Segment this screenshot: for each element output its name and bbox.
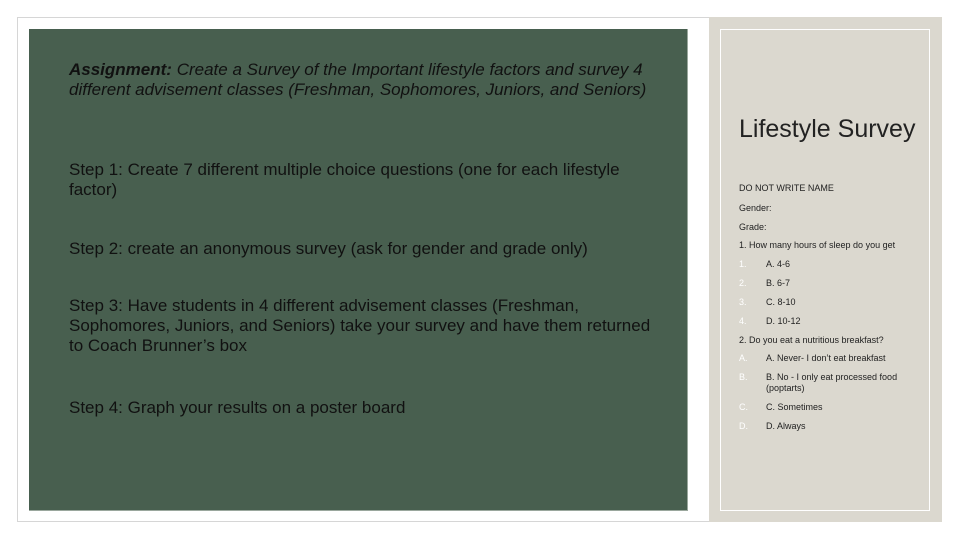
- q2-option-text: A. Never- I don’t eat breakfast: [766, 353, 886, 363]
- q2-option-marker: B.: [739, 372, 748, 382]
- no-name-instruction: DO NOT WRITE NAME: [739, 183, 834, 193]
- survey-title: Lifestyle Survey: [739, 115, 916, 143]
- q1-option-text: D. 10-12: [766, 316, 801, 326]
- gender-field-label: Gender:: [739, 203, 772, 213]
- q1-option-marker: 2.: [739, 278, 747, 288]
- q2-option-text: B. No - I only eat processed food (poptarts): [766, 372, 898, 393]
- assignment-label: Assignment:: [69, 60, 172, 79]
- q1-option-text: A. 4-6: [766, 259, 791, 269]
- grade-field-label: Grade:: [739, 222, 767, 232]
- assignment-text: [69, 60, 657, 100]
- question-2: 2. Do you eat a nutritious breakfast?: [739, 335, 884, 345]
- q1-option-text: B. 6-7: [766, 278, 791, 288]
- q1-option-text: C. 8-10: [766, 297, 796, 307]
- q2-option-marker: A.: [739, 353, 748, 363]
- q1-option-marker: 3.: [739, 297, 747, 307]
- survey-inner-border: [720, 29, 930, 511]
- q1-option-marker: 1.: [739, 259, 747, 269]
- q1-option-marker: 4.: [739, 316, 747, 326]
- step-3: Step 3: Have students in 4 different advisement classes (Freshman, Sophomores, Juniors, and Seniors) take your survey and have them returned to Coach Brunner’s box: [69, 296, 651, 355]
- step-4: Step 4: Graph your results on a poster board: [69, 398, 406, 417]
- assignment-body: Create a Survey of the Important lifestyle factors and survey 4 different advisement classes (Freshman, Sophomores, Juniors, and Seniors): [69, 60, 647, 99]
- question-1: 1. How many hours of sleep do you get: [739, 240, 896, 250]
- q2-option-marker: C.: [739, 402, 748, 412]
- assignment-panel: [29, 29, 688, 511]
- q2-option-marker: D.: [739, 421, 748, 431]
- q2-option-text: C. Sometimes: [766, 402, 823, 412]
- q2-option-text: D. Always: [766, 421, 806, 431]
- step-1: Step 1: Create 7 different multiple choice questions (one for each lifestyle factor): [69, 160, 620, 199]
- step-2: Step 2: create an anonymous survey (ask for gender and grade only): [69, 239, 588, 258]
